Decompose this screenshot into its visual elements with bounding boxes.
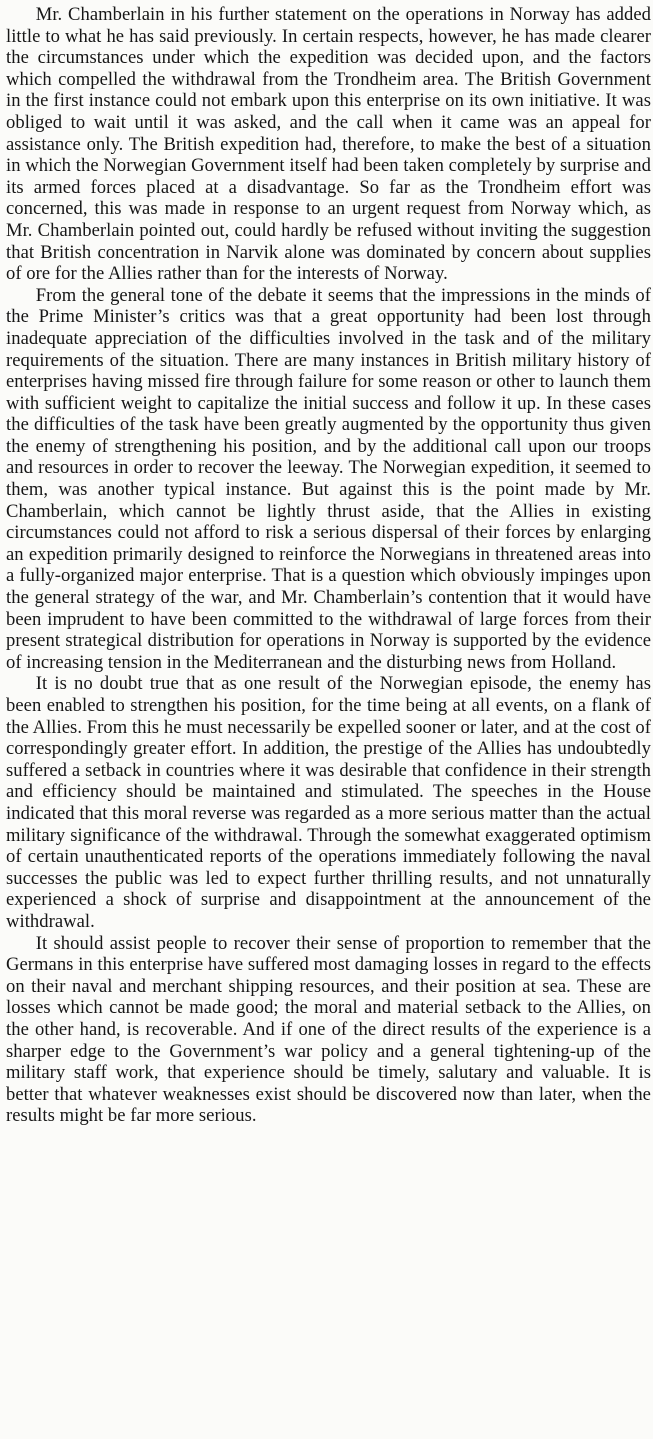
- article-paragraph-3: It is no doubt true that as one result of the Norwegian episode, the enemy has been enabled to strengthen his position, for the time being at all events, on a flank of the Allies. From this he must necessarily be expelled sooner or later, and at the cost of correspondingly greater effort. In addition, the prestige of the Allies has undoubtedly suffered a setback in countries where it was desirable that confidence in their strength and efficiency should be maintained and stimulated. The speeches in the House indicated that this moral reverse was regarded as a more serious matter than the actual military significance of the withdrawal. Through the somewhat exaggerated optimism of certain unauthenticated reports of the operations immediately following the naval successes the public was led to expect further thrilling results, and not unnaturally experienced a shock of surprise and disappointment at the announcement of the withdrawal.: [6, 673, 651, 932]
- article-paragraph-2: From the general tone of the debate it seems that the impressions in the minds of the Prime Minister’s critics was that a great opportunity had been lost through inadequate appreciation of the difficulties involved in the task and of the military requirements of the situation. There are many instances in British military history of enterprises having missed fire through failure for some reason or other to launch them with sufficient weight to capitalize the initial success and follow it up. In these cases the difficulties of the task have been greatly augmented by the opportunity thus given the enemy of strengthening his position, and by the additional call upon our troops and resources in order to recover the leeway. The Norwegian expedition, it seemed to them, was another typical instance. But against this is the point made by Mr. Chamberlain, which cannot be lightly thrust aside, that the Allies in existing circumstances could not afford to risk a serious dispersal of their forces by enlarging an expedition primarily designed to reinforce the Norwegians in threatened areas into a fully-organized major enterprise. That is a question which obviously impinges upon the general strategy of the war, and Mr. Chamberlain’s contention that it would have been imprudent to have been committed to the withdrawal of large forces from their present strategical distribution for operations in Norway is supported by the evidence of increasing tension in the Mediterranean and the disturbing news from Holland.: [6, 284, 651, 673]
- article-paragraph-4: It should assist people to recover their sense of proportion to remember that the Germans in this enterprise have suffered most damaging losses in regard to the effects on their naval and merchant shipping resources, and their position at sea. These are losses which cannot be made good; the moral and material setback to the Allies, on the other hand, is recoverable. And if one of the direct results of the experience is a sharper edge to the Government’s war policy and a general tightening-up of the military staff work, that experience should be timely, salutary and valuable. It is better that whatever weaknesses exist should be discovered now than later, when the results might be far more serious.: [6, 932, 651, 1127]
- article-body: [6, 4, 651, 1127]
- article-paragraph-1: Mr. Chamberlain in his further statement on the operations in Norway has added little to what he has said previously. In certain respects, however, he has made clearer the circumstances under which the expedition was decided upon, and the factors which compelled the withdrawal from the Trondheim area. The British Government in the first instance could not embark upon this enterprise on its own initiative. It was obliged to wait until it was asked, and the call when it came was an appeal for assistance only. The British expedition had, therefore, to make the best of a situation in which the Norwegian Government itself had been taken completely by surprise and its armed forces placed at a disadvantage. So far as the Trondheim effort was concerned, this was made in response to an urgent request from Norway which, as Mr. Chamberlain pointed out, could hardly be refused without inviting the suggestion that British concentration in Narvik alone was dominated by concern about supplies of ore for the Allies rather than for the interests of Norway.: [6, 4, 651, 285]
